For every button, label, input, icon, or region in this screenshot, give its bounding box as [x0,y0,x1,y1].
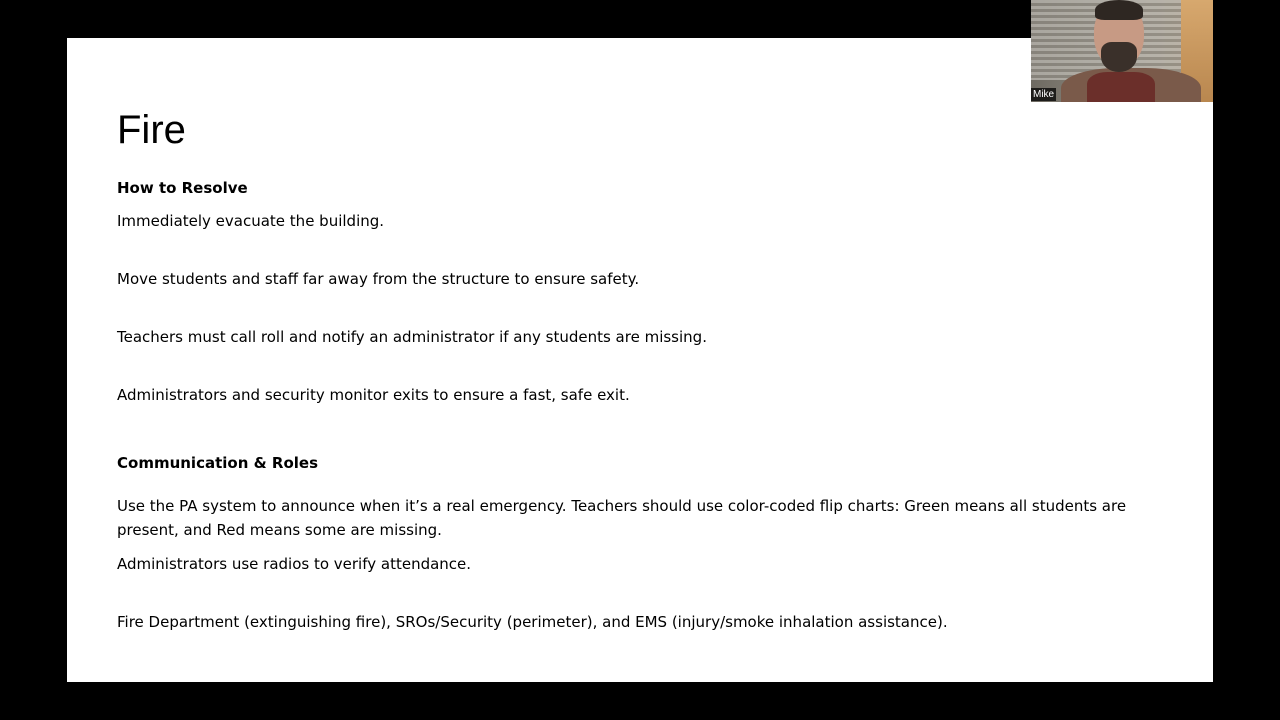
participant-beard [1101,42,1137,72]
resolve-item: Administrators and security monitor exits to ensure a fast, safe exit. [117,386,630,404]
section-heading-how-to-resolve: How to Resolve [117,179,248,197]
communication-item: Use the PA system to announce when it’s a real emergency. Teachers should use color-coded flip charts: Green means all students are present, and Red means some are missing. [117,497,1127,539]
resolve-item: Teachers must call roll and notify an administrator if any students are missing. [117,328,707,346]
participant-hair [1095,0,1143,20]
resolve-item: Move students and staff far away from the structure to ensure safety. [117,270,640,288]
section-heading-communication-roles: Communication & Roles [117,454,319,472]
participant-shirt [1087,72,1155,102]
participant-webcam-tile[interactable] [1031,0,1213,102]
presentation-slide [67,38,1213,682]
communication-item: Administrators use radios to verify attendance. [117,555,472,573]
slide-title: Fire [117,108,186,152]
communication-item: Fire Department (extinguishing fire), SROs/Security (perimeter), and EMS (injury/smoke inhalation assistance). [117,613,948,631]
resolve-item: Immediately evacuate the building. [117,212,385,230]
participant-name-label: Mike [1033,89,1055,100]
